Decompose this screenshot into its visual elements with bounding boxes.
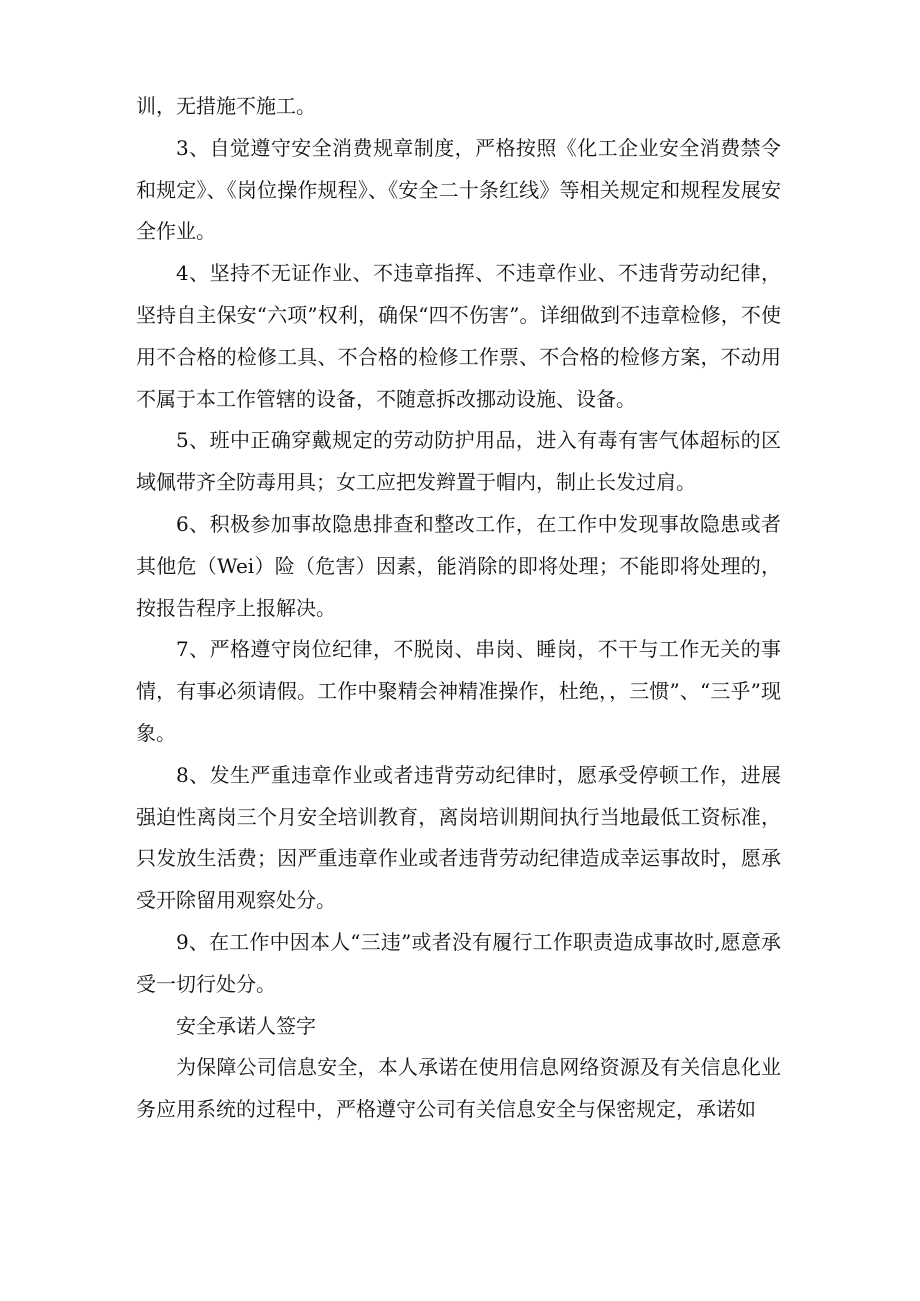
paragraph-item-7: 7、严格遵守岗位纪律，不脱岗、串岗、睡岗，不干与工作无关的事情，有事必须请假。工作中聚精会神精准操作，杜绝，，三惯”、“三乎”现象。 bbox=[136, 637, 781, 745]
paragraph-item-3: 3、自觉遵守安全消费规章制度，严格按照《化工企业安全消费禁令和规定》、《岗位操作规程》、《安全二十条红线》等相关规定和规程发展安全作业。 bbox=[136, 135, 781, 244]
paragraph-item-9: 9、在工作中因本人“三违”或者没有履行工作职责造成事故时,愿意承受一切行处分。 bbox=[136, 929, 781, 996]
paragraph-item-4: 4、坚持不无证作业、不违章指挥、不违章作业、不违背劳动纪律，坚持自主保安“六项”权利，确保“四不伤害”。详细做到不违章检修，不使用不合格的检修工具、不合格的检修工作票、不合格的检修方案，不动用不属于本工作管辖的设备，不随意拆改挪动设施、设备。 bbox=[136, 261, 781, 411]
paragraph-item-5: 5、班中正确穿戴规定的劳动防护用品，进入有毒有害气体超标的区域佩带齐全防毒用具；女工应把发辫置于帽内，制止长发过肩。 bbox=[136, 428, 781, 495]
paragraph-info-security: 为保障公司信息安全，本人承诺在使用信息网络资源及有关信息化业务应用系统的过程中，严格遵守公司有关信息安全与保密规定，承诺如 bbox=[136, 1055, 781, 1122]
document-body bbox=[136, 86, 781, 1131]
paragraph-item-6: 6、积极参加事故隐患排查和整改工作，在工作中发现事故隐患或者其他危（Wei）险（危害）因素，能消除的即将处理；不能即将处理的，按报告程序上报解决。 bbox=[136, 511, 781, 620]
paragraph-continuation: 训，无措施不施工。 bbox=[136, 94, 316, 118]
paragraph-item-8: 8、发生严重违章作业或者违背劳动纪律时，愿承受停顿工作，进展强迫性离岗三个月安全培训教育，离岗培训期间执行当地最低工资标准，只发放生活费；因严重违章作业或者违背劳动纪律造成幸运事故时，愿承受开除留用观察处分。 bbox=[136, 762, 781, 913]
signature-line: 安全承诺人签字 bbox=[176, 1013, 316, 1038]
